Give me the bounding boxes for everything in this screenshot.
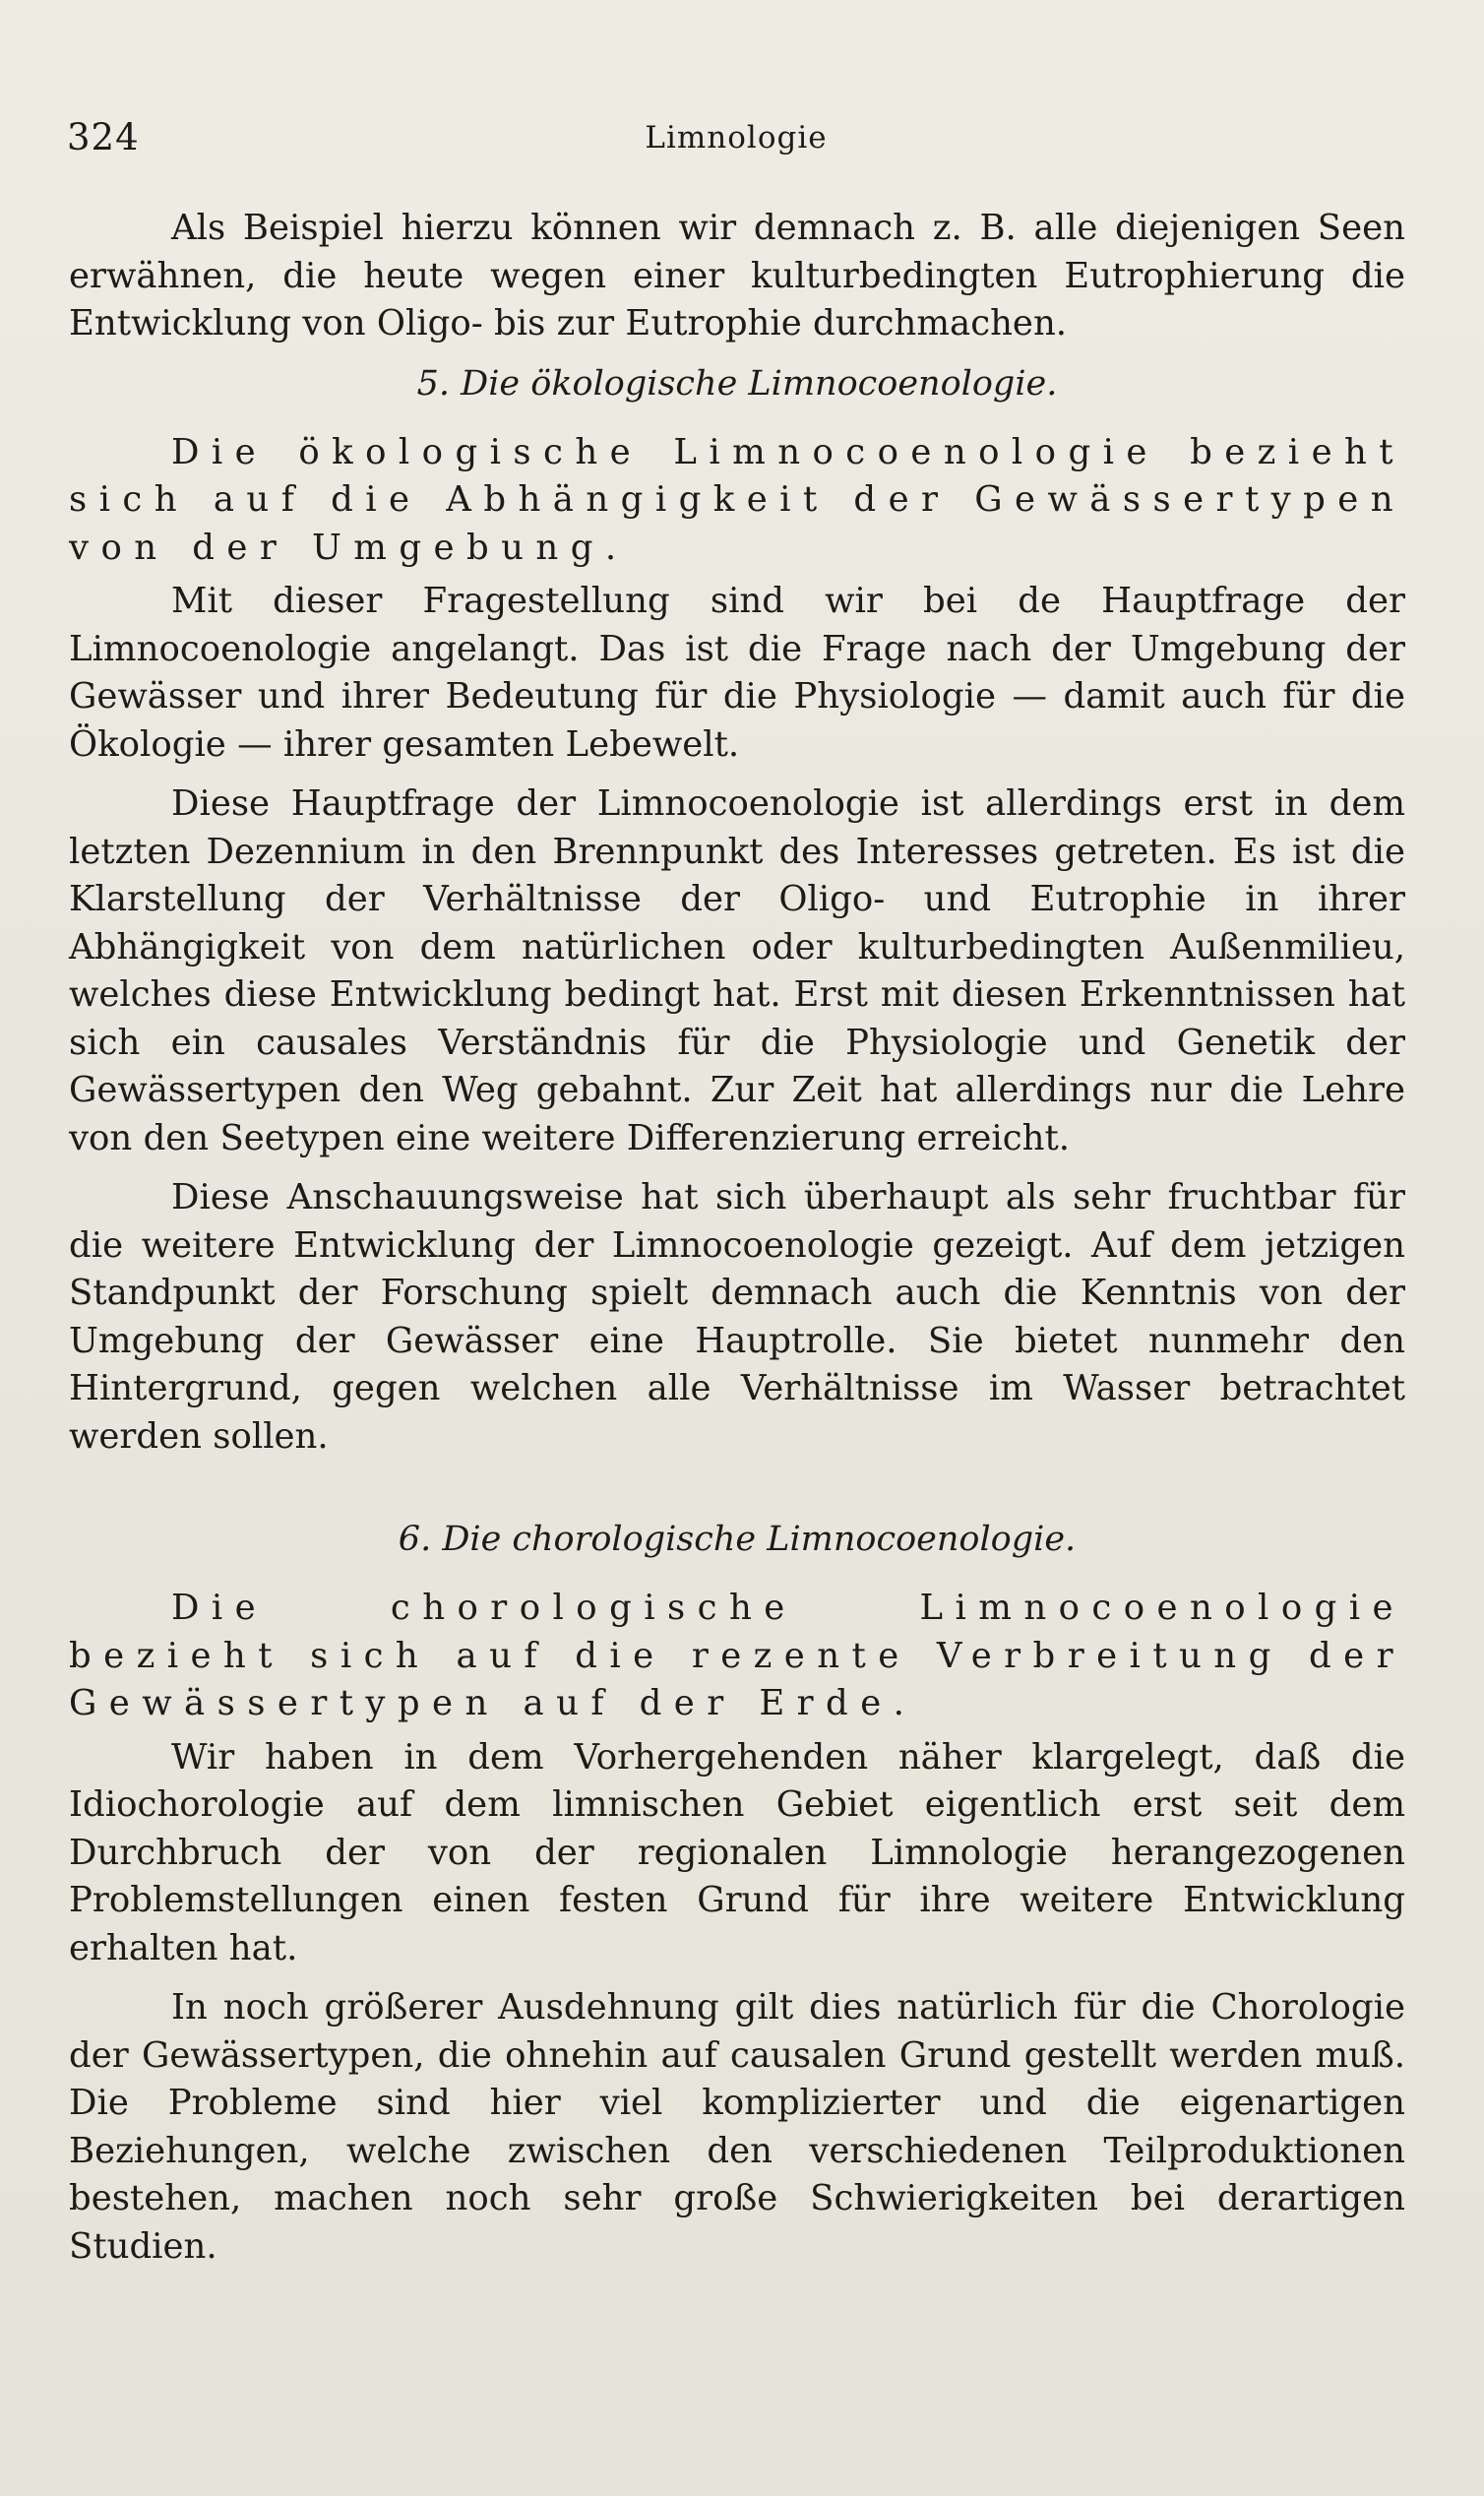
page-number: 324	[67, 116, 140, 158]
page-header	[67, 116, 1405, 171]
paragraph-definition-chorological: Die chorologische Limnocoenologie bezieht sich auf die rezente Verbreitung der Gewässertypen auf der Erde.	[69, 1588, 1405, 1723]
paragraph-5: Diese Anschauungsweise hat sich überhaupt als sehr fruchtbar für die weitere Entwicklung der Limnocoenologie gezeigt. Auf dem jetzigen Standpunkt der Forschung spielt demnach auch die Kenntnis von der Umgebung der Gewässer eine Hauptrolle. Sie bietet nunmehr den Hintergrund, gegen welchen alle Verhältnisse im Wasser betrachtet werden sollen.	[69, 1177, 1405, 1457]
paragraph-1: Als Beispiel hierzu können wir demnach z. B. alle diejenigen Seen erwähnen, die heute wegen einer kulturbedingten Eutrophierung die Entwicklung von Oligo- bis zur Eutrophie durchmachen.	[69, 208, 1405, 343]
page-body	[69, 205, 1405, 2282]
running-title: Limnologie	[645, 120, 828, 156]
paragraph-7: Wir haben in dem Vorhergehenden näher klargelegt, daß die Idiochorologie auf dem limnischen Gebiet eigentlich erst seit dem Durchbruch der von der regionalen Limnologie herangezogenen Problemstellungen einen festen Grund für ihre weitere Entwicklung erhalten hat.	[69, 1736, 1405, 1968]
paragraph-3: Mit dieser Fragestellung sind wir bei de Hauptfrage der Limnocoenologie angelangt. Das ist die Frage nach der Umgebung der Gewässer und ihrer Bedeutung für die Physiologie — damit auch für die Ökologie — ihrer gesamten Lebewelt.	[69, 581, 1405, 765]
paragraph-4: Diese Hauptfrage der Limnocoenologie ist allerdings erst in dem letzten Dezennium in den Brennpunkt des Interesses getreten. Es ist die Klarstellung der Verhältnisse der Oligo- und Eutrophie in ihrer Abhängigkeit von dem natürlichen oder kulturbedingten Außenmilieu, welches diese Entwicklung bedingt hat. Erst mit diesen Erkenntnissen hat sich ein causales Verständnis für die Physiologie und Genetik der Gewässertypen den Weg gebahnt. Zur Zeit hat allerdings nur die Lehre von den Seetypen eine weitere Differenzierung erreicht.	[69, 783, 1405, 1158]
section-heading-6: 6. Die chorologische Limnocoenologie.	[398, 1520, 1077, 1559]
paragraph-8: In noch größerer Ausdehnung gilt dies natürlich für die Chorologie der Gewässertypen, die ohnehin auf causalen Grund gestellt werden muß. Die Probleme sind hier viel komplizierter und die eigenartigen Beziehungen, welche zwischen den verschiedenen Teilproduktionen bestehen, machen noch sehr große Schwierigkeiten bei derartigen Studien.	[69, 1987, 1405, 2267]
section-heading-5: 5. Die ökologische Limnocoenologie.	[416, 363, 1058, 404]
paragraph-definition-ecological: Die ökologische Limnocoenologie bezieht sich auf die Abhängigkeit der Gewässertypen von der Umgebung.	[69, 431, 1405, 568]
